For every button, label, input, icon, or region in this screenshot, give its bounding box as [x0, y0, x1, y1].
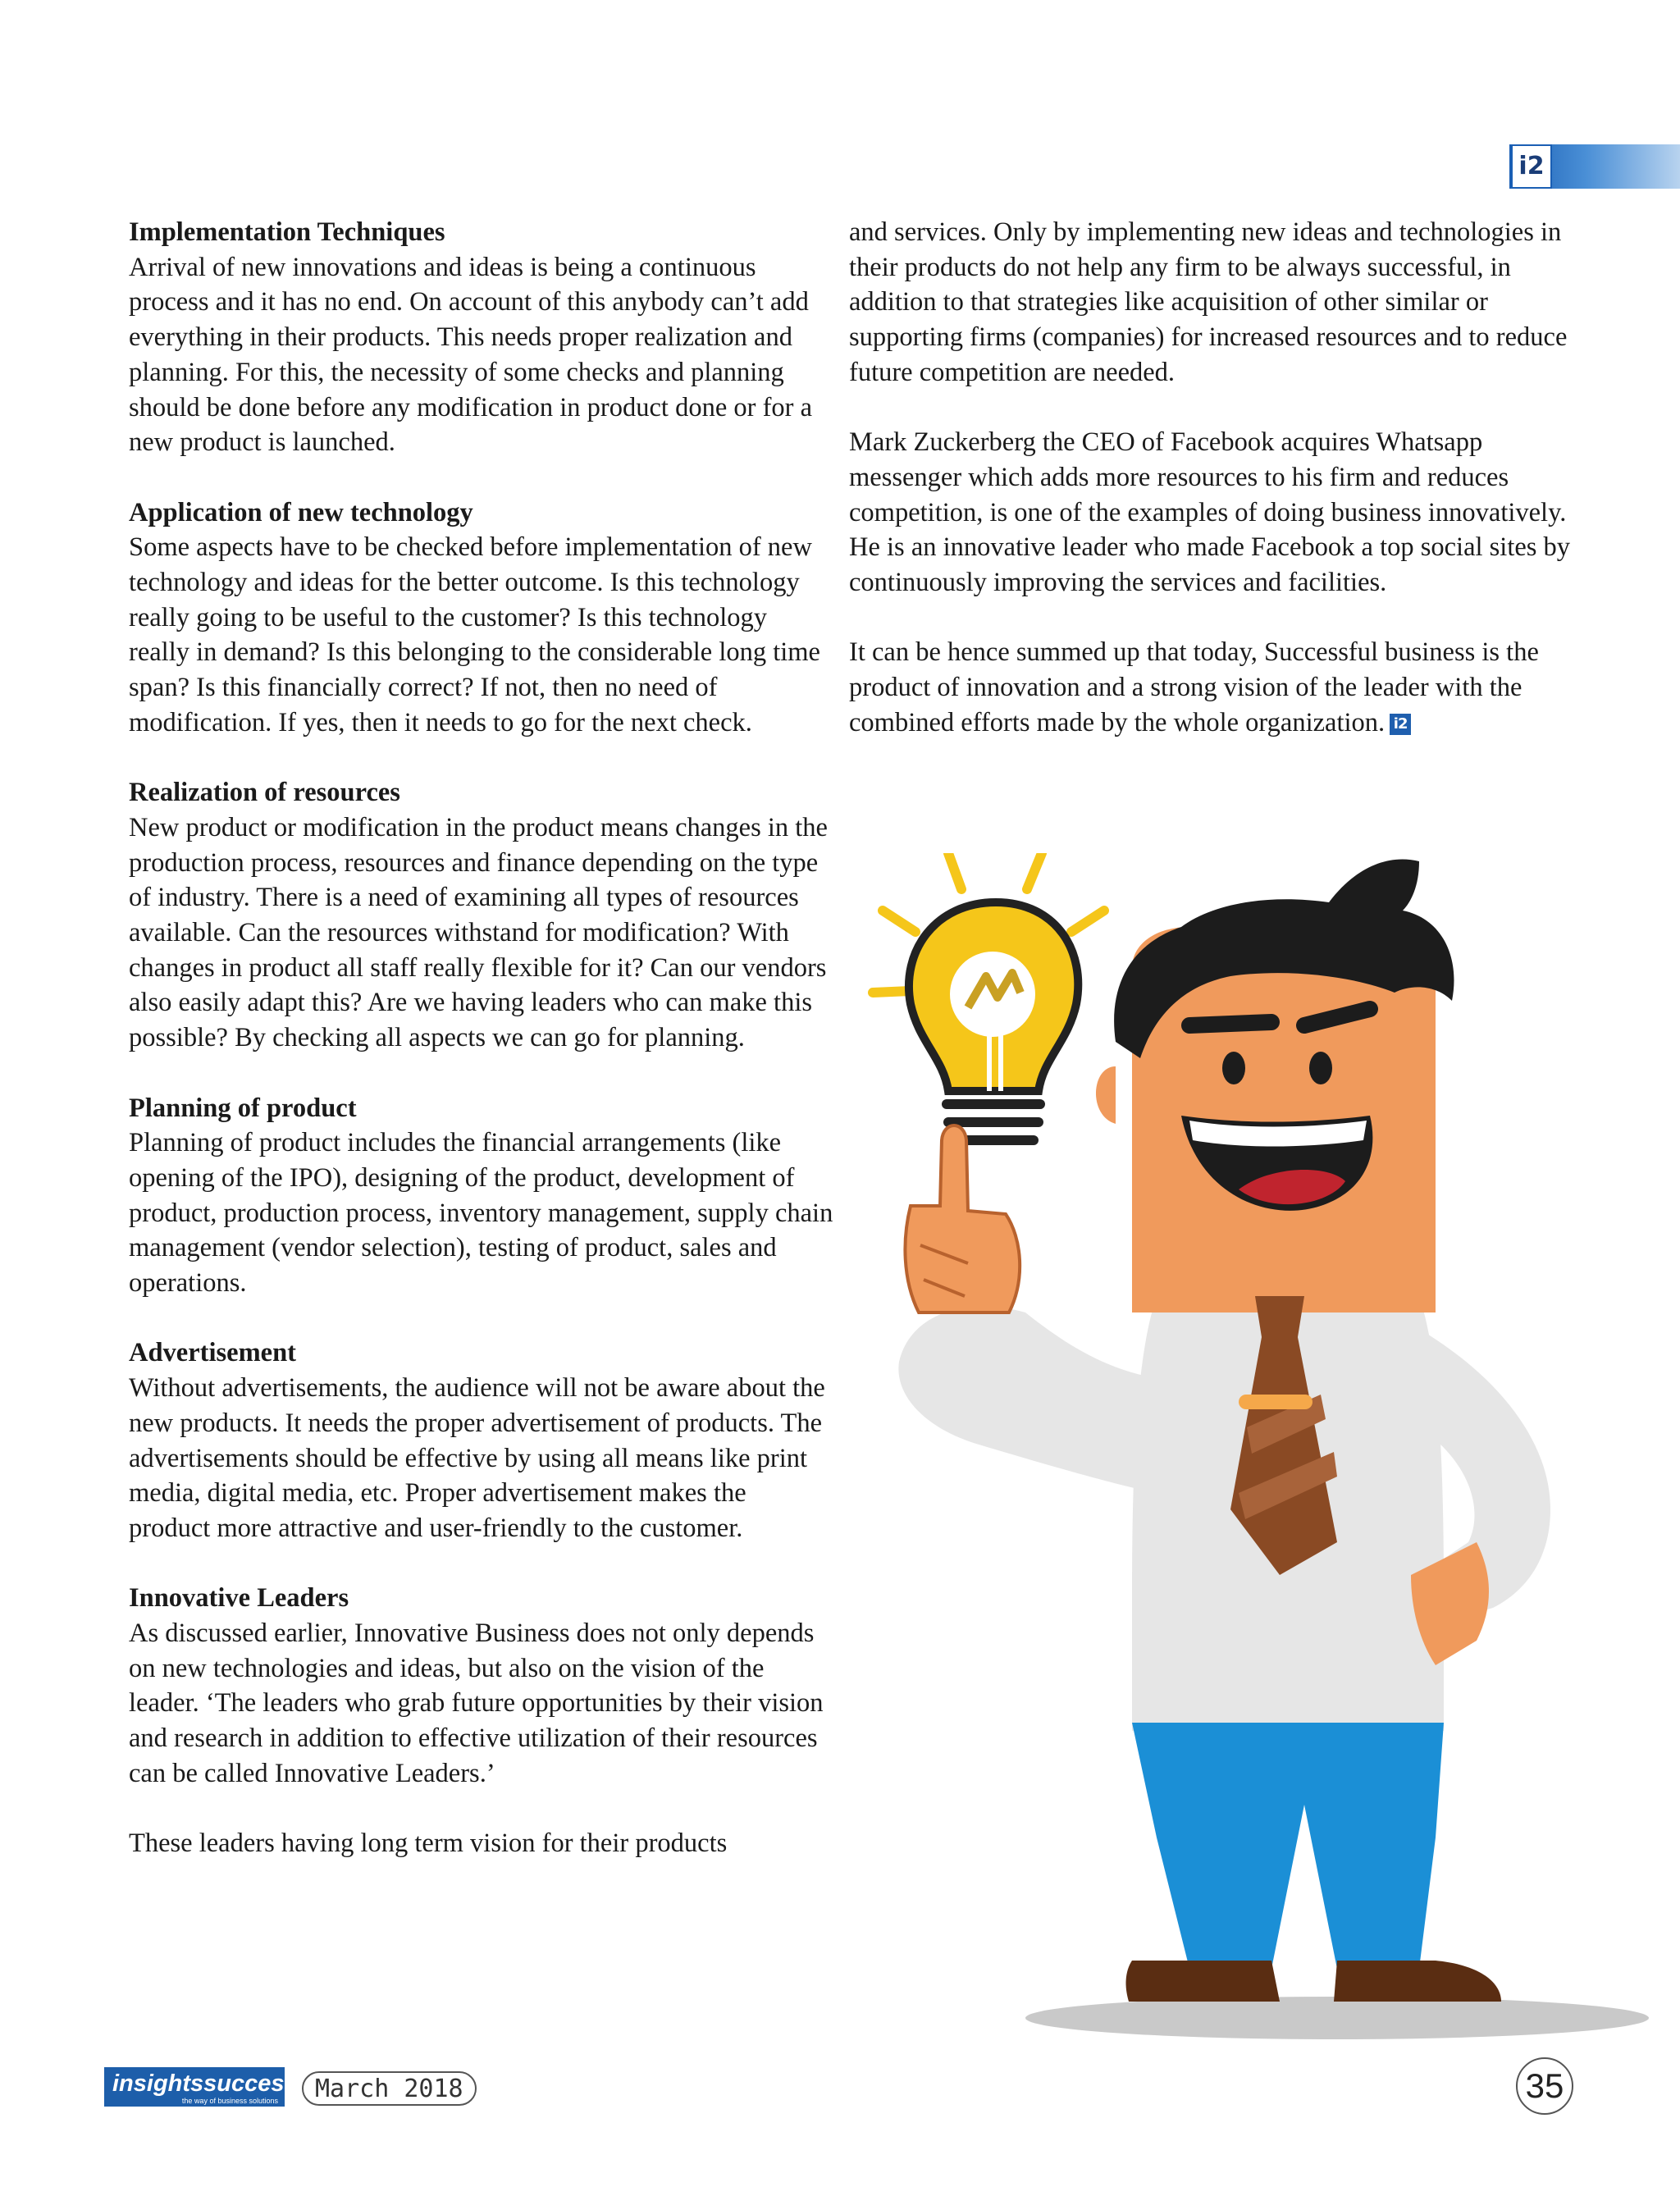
header-logo: i2 [1511, 144, 1552, 189]
raised-arm [898, 1307, 1157, 1494]
ground-shadow [1025, 1997, 1649, 2039]
section-heading: Realization of resources [129, 778, 400, 808]
section-body: These leaders having long term vision for their products [129, 1828, 728, 1859]
right-column [849, 215, 1571, 741]
section-heading: Advertisement [129, 1338, 296, 1368]
left-column [129, 215, 834, 1861]
section-body: Planning of product includes the financial arrangements (like opening of the IPO), designing of the product, development of product, production process, inventory management, supply chain management (vendor selection), testing of product, sales and operations. [129, 1128, 833, 1299]
paragraph [849, 635, 1571, 740]
section-body: As discussed earlier, Innovative Business does not only depends on new technologies and ideas, but also on the vision of the leader. ‘The leaders who grab future opportunities by their vision and research in addition to effective utilization of their resources can be called Innovative Leaders.’ [129, 1618, 824, 1788]
businessman-lightbulb-illustration [845, 853, 1657, 2051]
left-eye [1222, 1052, 1245, 1084]
issue-date: March 2018 [302, 2071, 477, 2106]
section-body: Arrival of new innovations and ideas is being a continuous process and it has no end. On account of this anybody can’t add everything in their products. This needs proper realization and planning. For this, the necessity of some checks and planning should be done before any modification in product done or for a new product is launched. [129, 252, 813, 458]
left-eyebrow [1189, 1022, 1271, 1025]
paragraph-text: It can be hence summed up that today, Successful business is the product of innovation and a strong vision of the leader with the combined efforts made by the whole organization. [849, 637, 1539, 737]
right-shoe [1334, 1961, 1501, 2002]
page-number: 35 [1516, 2057, 1573, 2115]
section-body: Without advertisements, the audience will not be aware about the new products. It needs the proper advertisement of products. The advertisements should be effective by using all means like print media, digital media, etc. Proper advertisement makes the product more attractive and user-friendly to the customer. [129, 1373, 825, 1543]
paragraph: and services. Only by implementing new ideas and technologies in their products do not help any firm to be always successful, in addition to that strategies like acquisition of other similar or supporting firms (companies) for increased resources and to reduce future competition are needed. [849, 217, 1568, 387]
section-body: Some aspects have to be checked before implementation of new technology and ideas for the better outcome. Is this technology really going to be useful to the customer? Is this technology really in demand? Is this belonging to the considerable long time span? Is this financially correct? If not, then no need of modification. If yes, then it needs to go for the next check. [129, 532, 820, 737]
section-heading: Application of new technology [129, 497, 473, 527]
lightbulb-icon [909, 902, 1078, 1145]
left-shoe [1126, 1961, 1280, 2002]
section-body: New product or modification in the product means changes in the production process, resources and finance depending on the type of industry. There is a need of examining all types of resources available. Can the resources withstand for modification? With changes in product all staff really flexible for it? Can our vendors also easily adapt this? Are we having leaders who can make this possible? By checking all aspects we can go for planning. [129, 812, 828, 1053]
section-heading: Innovative Leaders [129, 1583, 349, 1614]
section-heading: Planning of product [129, 1093, 357, 1123]
pants [1132, 1723, 1444, 1969]
pointing-hand [905, 1125, 1020, 1312]
paragraph: Mark Zuckerberg the CEO of Facebook acquires Whatsapp messenger which adds more resources to his firm and reduces competition, is one of the examples of doing business innovatively. He is an innovative leader who made Facebook a top social sites by continuously improving the services and facilities. [849, 427, 1571, 598]
right-eye [1309, 1052, 1332, 1084]
brand-logo [104, 2067, 298, 2107]
brand-tagline: the way of business solutions [181, 2097, 278, 2105]
section-heading: Implementation Techniques [129, 217, 445, 247]
ear [1096, 1066, 1116, 1124]
brand-name: insightssuccess [112, 2070, 298, 2097]
end-mark-icon: i2 [1390, 714, 1411, 735]
